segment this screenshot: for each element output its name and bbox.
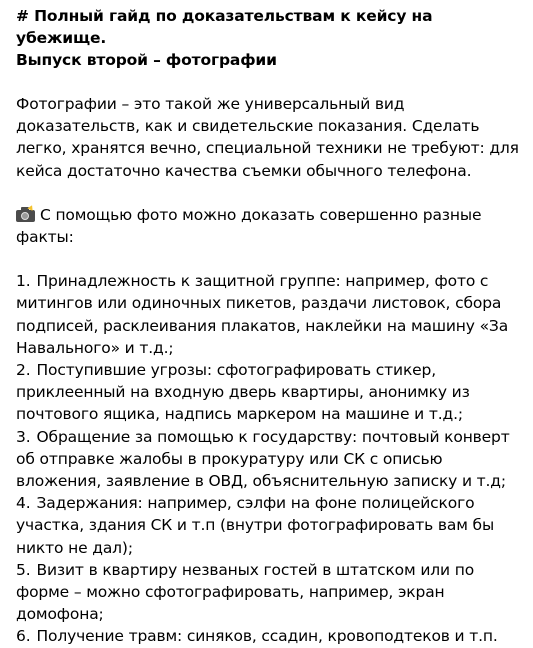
- list-item-text: Задержания: например, сэлфи на фоне полицейского участка, здания СК и т.п (внутри фотографировать вам бы никто не дал);: [16, 494, 495, 557]
- list-item-number: 5.: [16, 560, 31, 579]
- list-item-number: 4.: [16, 494, 31, 513]
- list-item-number: 1.: [16, 272, 31, 291]
- list-item-number: 6.: [16, 627, 31, 646]
- post-title: [16, 5, 523, 71]
- list-item: [16, 426, 523, 493]
- list-item-text: Обращение за помощью к государству: почтовый конверт об отправке жалобы в прокуратуру или СК с описью вложения, заявление в ОВД, объяснительную записку и т.д;: [16, 427, 510, 491]
- post-title-line-2: Выпуск второй – фотографии: [16, 51, 277, 69]
- list-item-text: Поступившие угрозы: сфотографировать стикер, приклеенный на входную дверь квартиры, анонимку из почтового ящика, надпись маркером на машине и т.д.;: [16, 361, 470, 424]
- list-item-text: Принадлежность к защитной группе: например, фото с митингов или одиночных пикетов, раздачи листовок, сбора подписей, расклеивания плакатов, наклейки на машину «За Навального» и т.д.;: [16, 272, 509, 357]
- evidence-list: [16, 270, 523, 647]
- list-item-number: 2.: [16, 361, 31, 380]
- list-item-text: Визит в квартиру незваных гостей в штатском или по форме – можно сфотографировать, например, экран домофона;: [16, 560, 475, 624]
- list-item-number: 3.: [16, 427, 31, 446]
- list-item: [16, 559, 523, 626]
- list-item-text: Получение травм: синяков, ссадин, кровоподтеков и т.п.: [36, 627, 498, 646]
- intro-paragraph: Фотографии – это такой же универсальный вид доказательств, как и свидетельские показания. Сделать легко, хранятся вечно, специальной техники не требуют: для кейса достаточно качества съемки обычного телефона.: [16, 95, 519, 180]
- post-title-line-1: # Полный гайд по доказательствам к кейсу на убежище.: [16, 7, 433, 47]
- list-item: [16, 270, 523, 359]
- camera-flash-icon: [16, 207, 35, 222]
- list-item: [16, 625, 523, 647]
- list-item: [16, 492, 523, 559]
- list-item: [16, 359, 523, 426]
- section-heading-text: С помощью фото можно доказать совершенно разные факты:: [16, 205, 482, 247]
- section-heading: [16, 204, 523, 248]
